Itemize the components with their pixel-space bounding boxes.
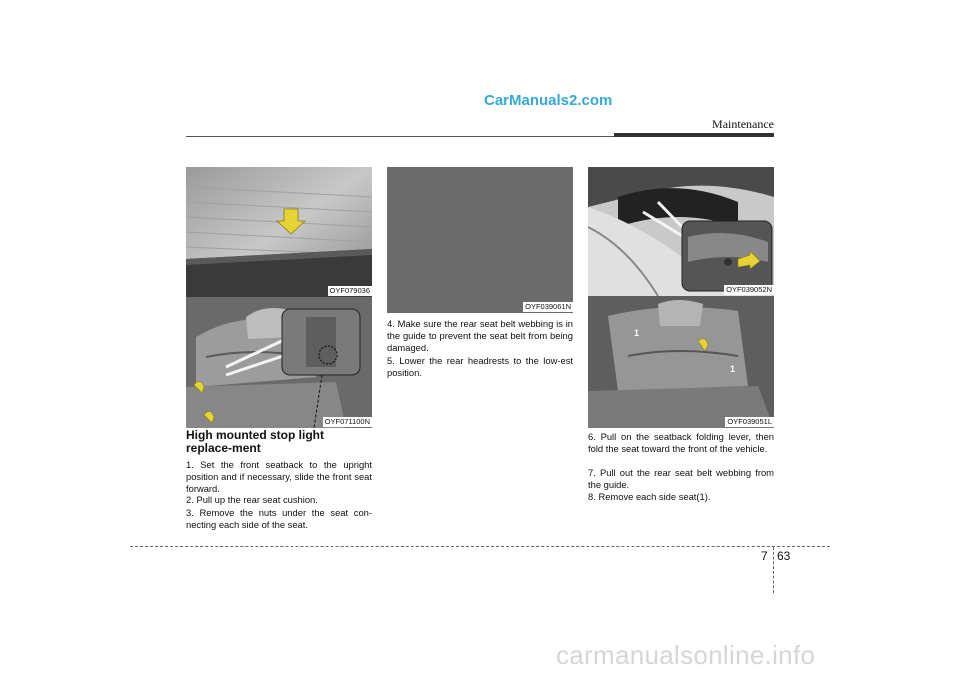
callout-label: 1 — [634, 328, 640, 338]
rear-window-photo — [186, 167, 372, 297]
step-number: 8. — [588, 491, 596, 502]
step-number: 7. — [588, 467, 596, 478]
step-item — [588, 491, 774, 503]
chapter-number: 7 — [761, 549, 768, 563]
side-seat-illustration — [588, 296, 774, 428]
figure-code: OYF039061N — [525, 302, 571, 311]
step-item — [588, 431, 774, 455]
figure-code: OYF039052N — [726, 285, 772, 294]
step-number: 1. — [186, 459, 194, 470]
step-text: Pull on the seatback folding lever, then fold the seat toward the front of the vehicle. — [588, 431, 775, 454]
rear-window-illustration — [186, 167, 372, 297]
rear-seat-photo — [186, 297, 372, 428]
step-text: Remove the nuts under the seat con-necting each side of the seat. — [186, 507, 372, 530]
step-text: Make sure the rear seat belt webbing is in the guide to prevent the seat belt from being damaged. — [387, 318, 574, 353]
page-number: 63 — [777, 549, 791, 563]
figure-code: OYF071100N — [324, 417, 370, 426]
step-text: Lower the rear headrests to the low-est position. — [387, 355, 573, 378]
step-item — [186, 494, 372, 506]
rear-seat-illustration — [186, 297, 372, 428]
brand-watermark: CarManuals2.com — [484, 92, 613, 109]
step-number: 6. — [588, 431, 596, 442]
header-rule-accent — [614, 133, 774, 137]
step-item — [186, 507, 372, 531]
seat-belt-guide-photo — [387, 167, 573, 313]
step-text: Set the front seatback to the upright position and if necessary, slide the front seat forward. — [186, 459, 372, 494]
folding-lever-photo — [588, 167, 774, 296]
side-seat-photo — [588, 296, 774, 428]
step-text: Pull up the rear seat cushion. — [196, 494, 318, 505]
header-rule — [186, 136, 614, 137]
footer-rule — [130, 546, 830, 547]
step-text: Pull out the rear seat belt webbing from the guide. — [588, 467, 774, 490]
step-number: 4. — [387, 318, 395, 329]
figure-code: OYF079036 — [329, 286, 370, 295]
section-title: Maintenance — [712, 117, 774, 131]
footer-watermark: carmanualsonline.info — [556, 640, 816, 670]
figure-code: OYF039051L — [727, 417, 772, 426]
step-item — [588, 467, 774, 491]
footer-divider — [773, 547, 774, 593]
step-text: Remove each side seat(1). — [598, 491, 711, 502]
step-number: 5. — [387, 355, 395, 366]
step-number: 3. — [186, 507, 194, 518]
step-item — [387, 318, 573, 353]
section-heading: High mounted stop light replace-ment — [186, 428, 324, 455]
callout-label: 1 — [730, 364, 736, 374]
step-number: 2. — [186, 494, 194, 505]
step-item — [387, 355, 573, 379]
step-item — [186, 459, 372, 494]
folding-lever-illustration — [588, 167, 774, 296]
